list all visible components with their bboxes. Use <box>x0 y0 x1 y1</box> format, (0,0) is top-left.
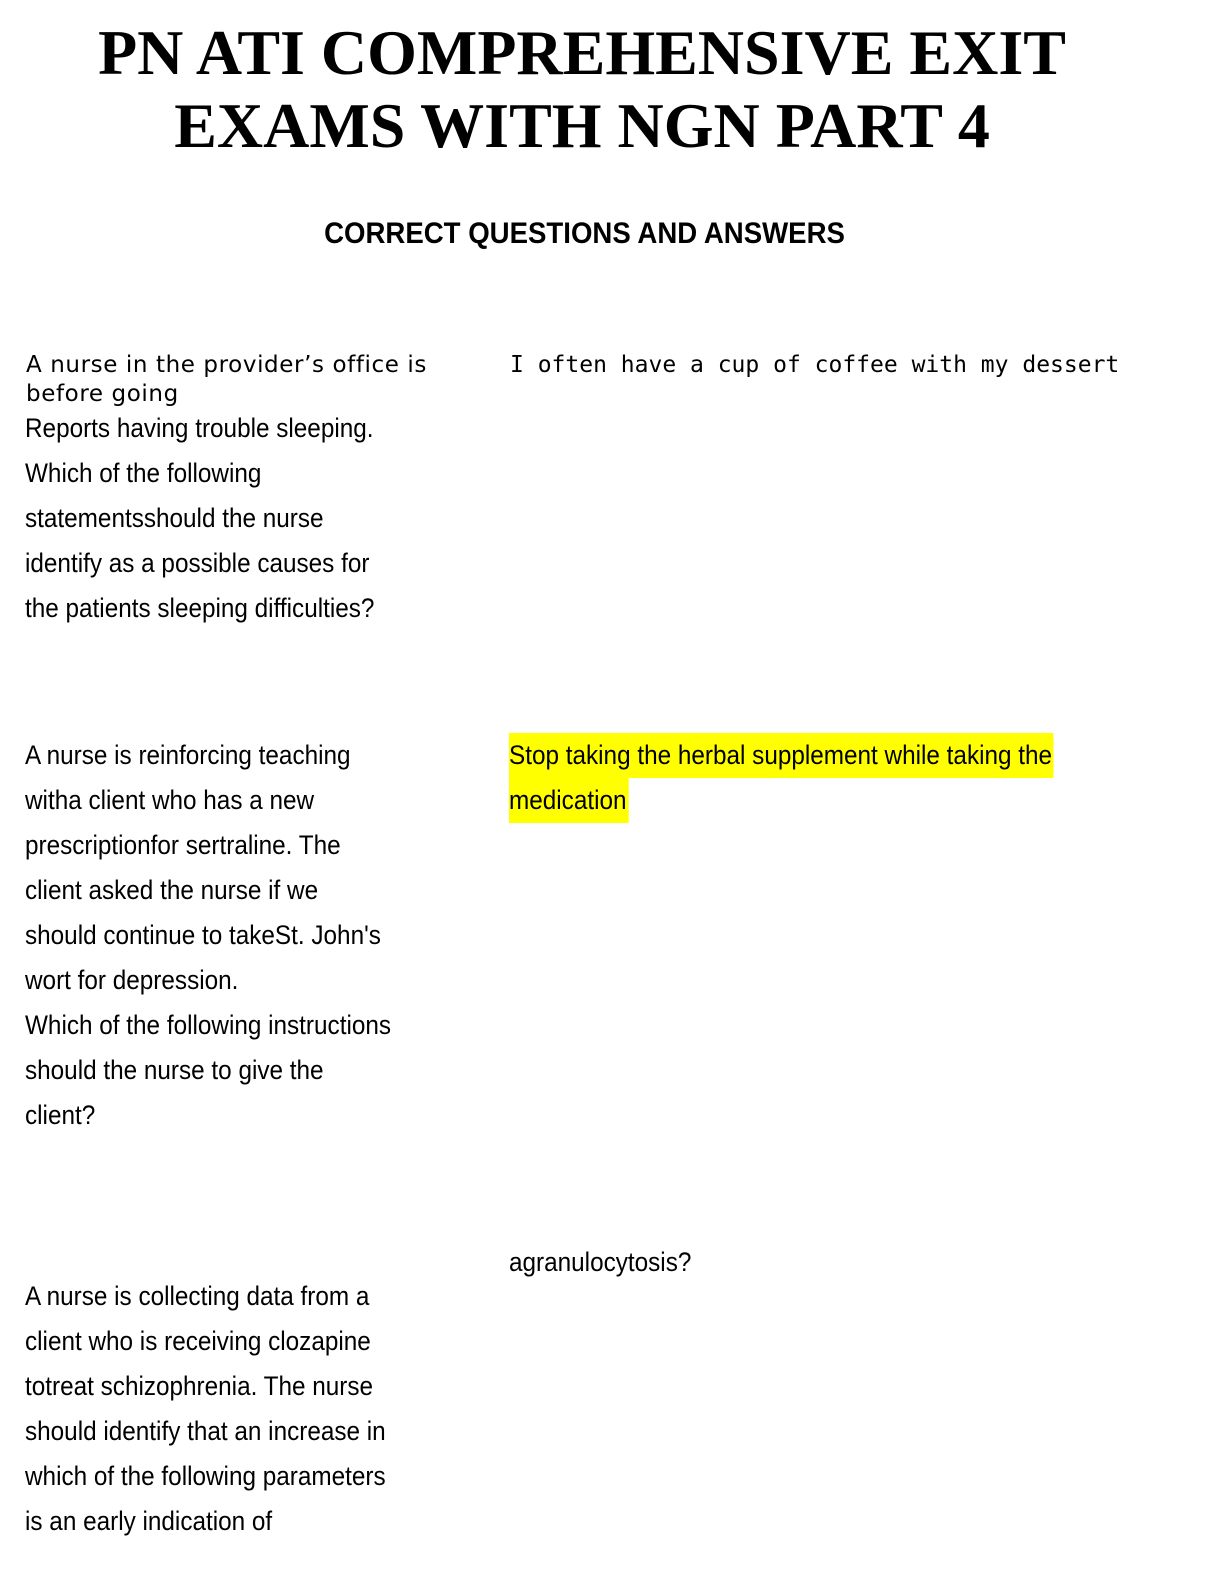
answer-1: I often have a cup of coffee with my dessert <box>510 352 1120 378</box>
question-line: statementsshould the nurse <box>25 503 324 533</box>
answer-3 <box>509 1240 691 1285</box>
question-3-text <box>25 1274 386 1544</box>
question-1-intro-line-1: A nurse in the provider’s office is <box>26 352 428 378</box>
question-line: should the nurse to give the <box>25 1055 324 1085</box>
question-line: client who is receiving clozapine <box>25 1326 371 1356</box>
question-line: Reports having trouble sleeping. <box>25 413 374 443</box>
question-line: Which of the following instructions <box>25 1010 392 1040</box>
question-line: A nurse is reinforcing teaching <box>25 740 351 770</box>
question-line: prescriptionfor sertraline. The <box>25 830 341 860</box>
question-line: witha client who has a new <box>25 785 315 815</box>
question-line: wort for depression. <box>25 965 239 995</box>
question-line: A nurse is collecting data from a <box>25 1281 370 1311</box>
question-2-text <box>25 733 391 1138</box>
question-line: identify as a possible causes for <box>25 548 370 578</box>
highlighted-answer-line: medication <box>509 778 628 823</box>
question-line: should identify that an increase in <box>25 1416 386 1446</box>
document-title-line-2: EXAMS WITH NGN PART 4 <box>174 90 990 161</box>
document-title-line-1: PN ATI COMPREHENSIVE EXIT <box>98 17 1066 88</box>
document-subtitle: CORRECT QUESTIONS AND ANSWERS <box>324 217 845 250</box>
answer-line: agranulocytosis? <box>509 1247 692 1277</box>
question-line: which of the following parameters <box>25 1461 386 1491</box>
highlighted-answer-line: Stop taking the herbal supplement while taking the <box>509 733 1054 778</box>
question-1-intro-line-2: before going <box>26 381 179 407</box>
question-line: is an early indication of <box>25 1506 273 1536</box>
answer-2 <box>509 733 1054 823</box>
question-line: client asked the nurse if we <box>25 875 319 905</box>
question-line: Which of the following <box>25 458 262 488</box>
question-line: the patients sleeping difficulties? <box>25 593 375 623</box>
question-line: totreat schizophrenia. The nurse <box>25 1371 374 1401</box>
question-1-text <box>25 406 374 631</box>
question-line: client? <box>25 1100 96 1130</box>
question-line: should continue to takeSt. John's <box>25 920 381 950</box>
